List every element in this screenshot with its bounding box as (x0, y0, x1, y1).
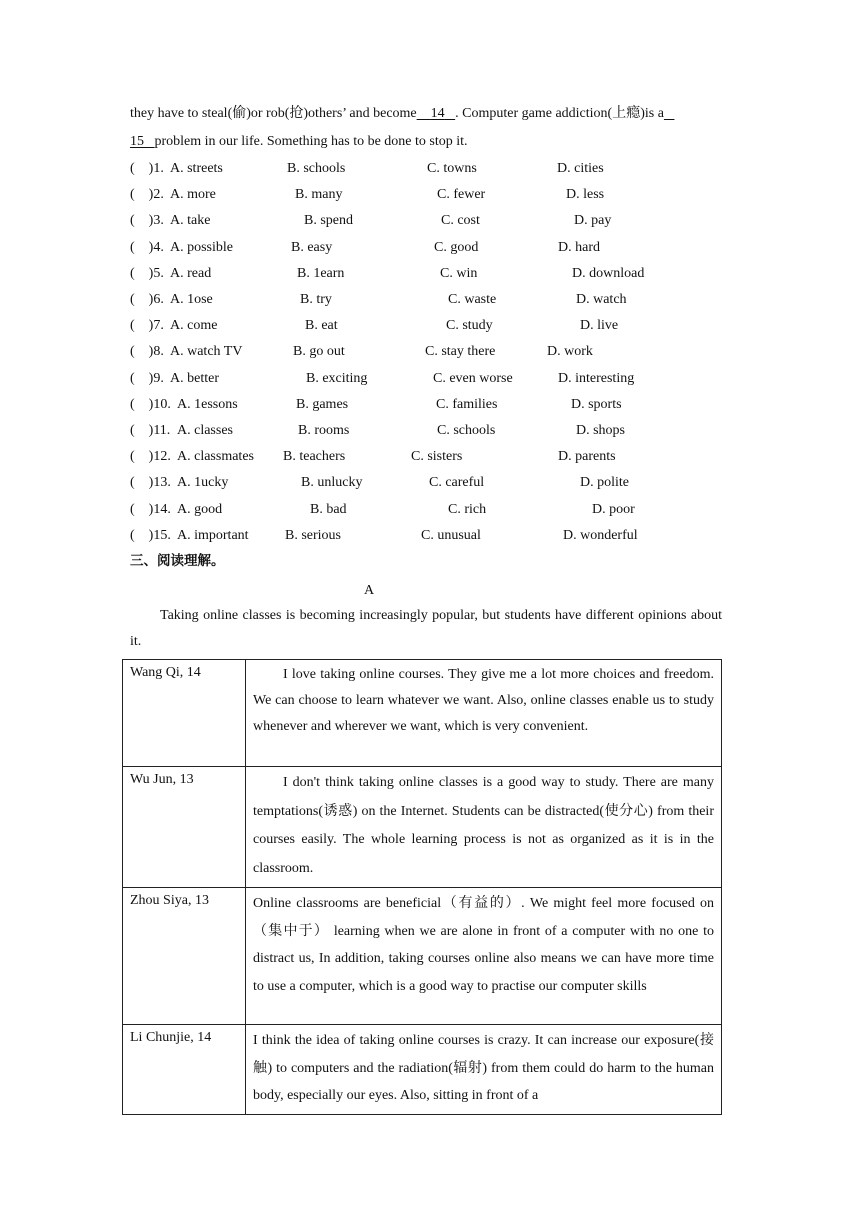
question-row (0, 450, 720, 468)
table-row (123, 767, 722, 888)
table-row (123, 660, 722, 767)
option-d: D. poor (592, 501, 635, 517)
student-name: Wu Jun, 13 (123, 767, 246, 888)
option-d: D. live (580, 318, 619, 334)
option-a: A. possible (170, 239, 233, 255)
option-a: A. 1essons (177, 396, 238, 412)
blank-15: 15 (130, 134, 144, 149)
option-d: D. pay (574, 213, 612, 229)
option-b: B. try (300, 292, 332, 307)
question-row (0, 476, 720, 494)
option-c: C. waste (448, 292, 497, 307)
option-c: C. stay there (425, 344, 496, 360)
option-a: A. classes (177, 423, 233, 438)
question-number: ( )7. (130, 318, 164, 334)
option-c: C. good (434, 239, 479, 255)
option-b: B. easy (291, 239, 333, 255)
option-a: A. important (177, 527, 249, 543)
option-a: A. watch TV (170, 344, 243, 360)
question-row (0, 424, 720, 442)
option-b: B. spend (304, 213, 353, 229)
student-name: Wang Qi, 14 (123, 660, 246, 767)
option-a: A. better (170, 370, 219, 386)
option-c: C. sisters (411, 449, 463, 465)
question-number: ( )6. (130, 292, 164, 307)
option-b: B. bad (310, 501, 347, 517)
option-a: A. read (170, 265, 212, 281)
cloze-line-1 (130, 107, 674, 121)
question-number: ( )14. (130, 501, 171, 517)
question-row (0, 503, 720, 521)
option-d: D. shops (576, 423, 626, 438)
option-c: C. unusual (421, 527, 481, 543)
blank-14: 14 (430, 106, 445, 121)
question-number: ( )8. (130, 344, 164, 360)
question-row (0, 162, 720, 180)
option-b: B. go out (293, 344, 345, 360)
passage-label: A (364, 583, 375, 598)
cloze-text: they have to steal(偷)or rob(抢)others’ and become (130, 106, 417, 121)
option-c: C. towns (427, 161, 477, 176)
table-row (123, 1025, 722, 1115)
question-number: ( )1. (130, 161, 164, 176)
section-title: 三、阅读理解。 (130, 553, 225, 569)
option-b: B. teachers (283, 449, 346, 465)
option-c: C. win (440, 265, 478, 281)
opinion-text: Online classrooms are beneficial（有益的）. We might feel more focused on（集中于） learning when we are alone in front of a computer with no one to distract us, In addition, taking courses online also means we can have more time to use a computer, which is a good way to practise our computer skills (246, 888, 722, 1025)
option-d: D. watch (576, 292, 627, 307)
question-row (0, 345, 720, 363)
question-number: ( )5. (130, 265, 164, 281)
option-a: A. good (177, 501, 223, 517)
question-row (0, 529, 720, 547)
option-a: A. 1ucky (177, 475, 229, 491)
question-number: ( )13. (130, 475, 171, 491)
option-d: D. cities (557, 161, 604, 176)
question-number: ( )3. (130, 213, 164, 229)
option-a: A. classmates (177, 449, 254, 465)
cloze-text: problem in our life. Something has to be done to stop it. (154, 134, 468, 149)
question-number: ( )10. (130, 396, 171, 412)
option-d: D. download (572, 265, 645, 281)
option-a: A. 1ose (170, 292, 213, 307)
option-a: A. take (170, 213, 211, 229)
option-a: A. more (170, 187, 216, 203)
option-c: C. schools (437, 423, 496, 438)
option-c: C. families (436, 396, 498, 412)
question-row (0, 267, 720, 285)
question-number: ( )11. (130, 423, 171, 438)
option-c: C. rich (448, 501, 487, 517)
option-b: B. eat (305, 318, 338, 334)
option-a: A. come (170, 318, 218, 334)
cloze-text: . Computer game addiction(上瘾)is a (455, 106, 664, 121)
student-name: Li Chunjie, 14 (123, 1025, 246, 1115)
question-number: ( )15. (130, 527, 171, 543)
option-d: D. sports (571, 396, 622, 412)
option-c: C. careful (429, 475, 485, 491)
intro-paragraph: Taking online classes is becoming increasingly popular, but students have different opinions about it. (130, 608, 722, 649)
option-c: C. study (446, 318, 493, 334)
option-d: D. polite (580, 475, 629, 491)
option-b: B. rooms (298, 423, 350, 438)
option-d: D. wonderful (563, 527, 638, 543)
option-c: C. cost (441, 213, 480, 229)
opinions-table (122, 659, 722, 1115)
question-row (0, 372, 720, 390)
question-row (0, 293, 720, 311)
question-number: ( )4. (130, 239, 164, 255)
option-c: C. fewer (437, 187, 486, 203)
option-d: D. parents (558, 449, 616, 465)
table-row (123, 888, 722, 1025)
blank-15-lead (664, 106, 675, 121)
question-number: ( )9. (130, 370, 164, 386)
question-row (0, 319, 720, 337)
option-d: D. hard (558, 239, 600, 255)
opinion-text: I think the idea of taking online courses is crazy. It can increase our exposure(接触) to computers and the radiation(辐射) from them could do harm to the human body, especially our eyes. Also, sitting in front of a (246, 1025, 722, 1115)
option-d: D. less (566, 187, 605, 203)
option-b: B. 1earn (297, 265, 345, 281)
option-b: B. schools (287, 161, 346, 176)
option-d: D. interesting (558, 370, 635, 386)
option-d: D. work (547, 344, 593, 360)
option-b: B. unlucky (301, 475, 363, 491)
option-c: C. even worse (433, 370, 513, 386)
question-row (0, 214, 720, 232)
question-number: ( )12. (130, 449, 171, 465)
option-b: B. serious (285, 527, 341, 543)
student-name: Zhou Siya, 13 (123, 888, 246, 1025)
opinion-text: I love taking online courses. They give me a lot more choices and freedom. We can choose to learn whatever we want. Also, online classes enable us to study whenever and wherever we want, which is very convenient. (246, 660, 722, 767)
question-row (0, 398, 720, 416)
option-b: B. many (295, 187, 343, 203)
option-b: B. games (296, 396, 349, 412)
question-row (0, 241, 720, 259)
opinion-text: I don't think taking online classes is a good way to study. There are many temptations(诱惑) on the Internet. Students can be distracted(使分心) from their courses easily. The whole learning process is not as organized as it is in the classroom. (246, 767, 722, 888)
cloze-line-2 (130, 135, 468, 149)
option-a: A. streets (170, 161, 223, 176)
option-b: B. exciting (306, 370, 368, 386)
question-number: ( )2. (130, 187, 164, 203)
question-row (0, 188, 720, 206)
